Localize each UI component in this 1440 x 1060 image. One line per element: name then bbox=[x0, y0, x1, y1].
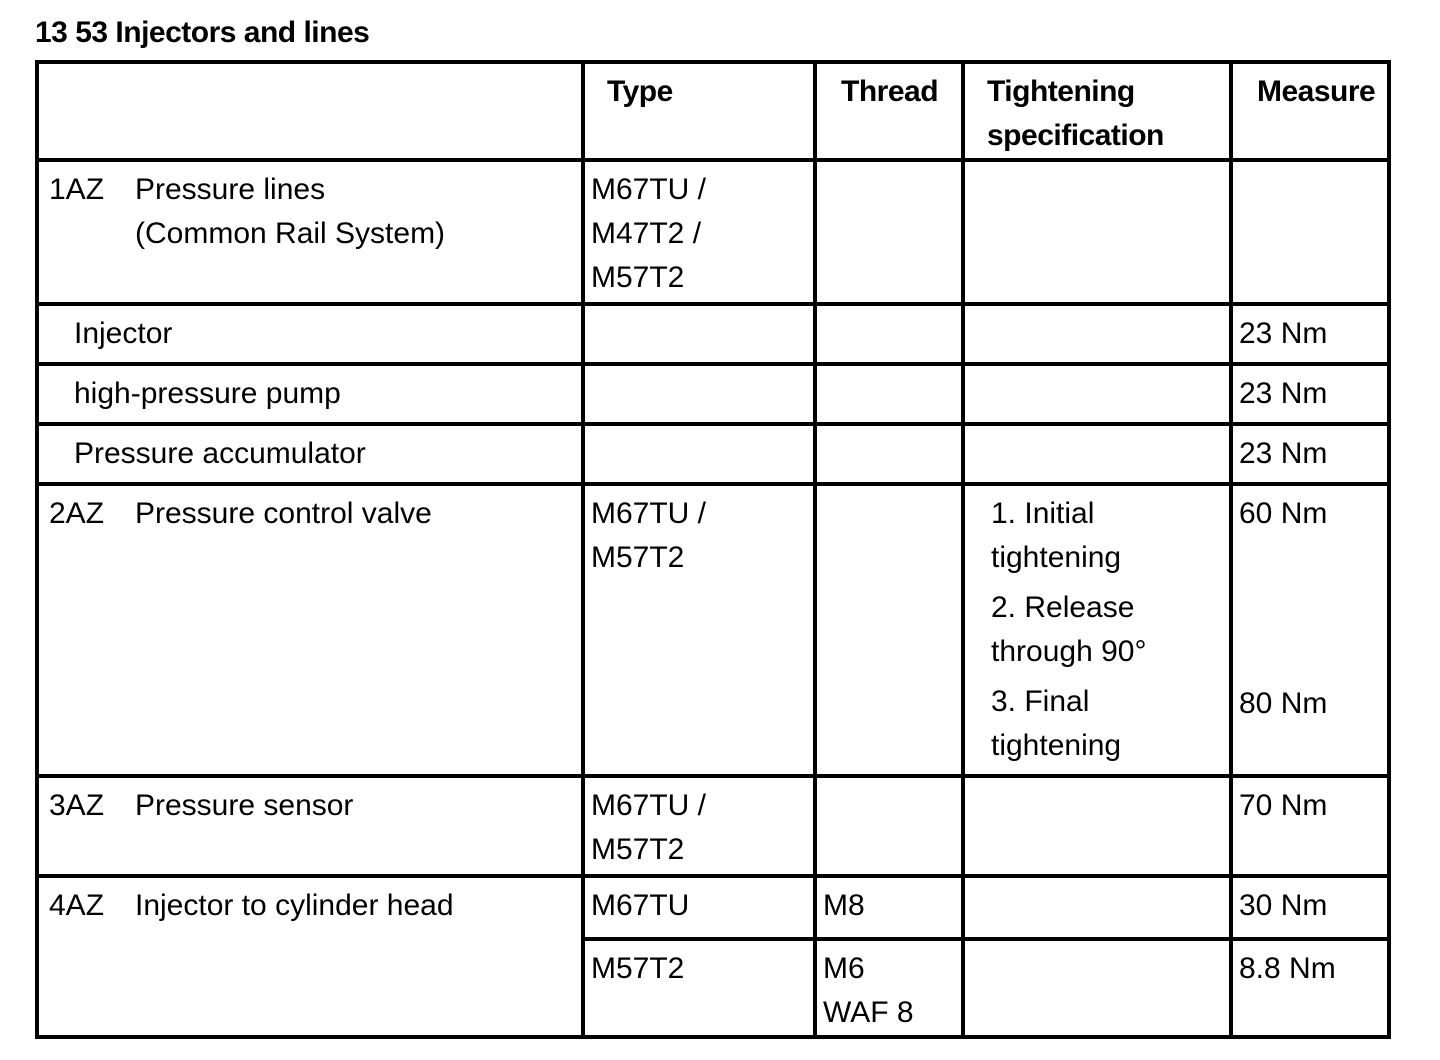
step-line1: 2. Release bbox=[991, 591, 1135, 624]
type-cell bbox=[583, 424, 815, 484]
description-cell bbox=[37, 424, 583, 484]
tightening-cell bbox=[963, 776, 1231, 876]
tightening-cell bbox=[963, 364, 1231, 424]
item-code: 4AZ bbox=[49, 889, 105, 922]
table-row bbox=[37, 776, 1389, 876]
measure-cell bbox=[1231, 160, 1389, 304]
table-row bbox=[37, 364, 1389, 424]
thread-cell bbox=[815, 304, 963, 364]
tightening-cell bbox=[963, 304, 1231, 364]
type-line1: M67TU / bbox=[591, 173, 707, 206]
measure-final: 80 Nm bbox=[1239, 687, 1328, 720]
type-cell: M57T2 bbox=[583, 939, 815, 1037]
item-description-line2: (Common Rail System) bbox=[135, 217, 446, 250]
measure-initial: 60 Nm bbox=[1239, 497, 1328, 530]
thread-cell bbox=[815, 484, 963, 776]
tightening-cell bbox=[963, 424, 1231, 484]
item-description-line1: Pressure lines bbox=[135, 173, 326, 206]
type-line1: M67TU / bbox=[591, 789, 707, 822]
description-cell bbox=[37, 876, 583, 1037]
description-cell bbox=[37, 364, 583, 424]
thread-cell bbox=[815, 160, 963, 304]
type-line3: M57T2 bbox=[591, 261, 685, 294]
item-description: Pressure sensor bbox=[135, 789, 354, 822]
type-cell bbox=[583, 160, 815, 304]
description-cell bbox=[37, 484, 583, 776]
step-line2: tightening bbox=[991, 541, 1122, 574]
header-type: Type bbox=[583, 62, 815, 160]
header-row bbox=[37, 62, 1389, 160]
table-row bbox=[37, 484, 1389, 776]
measure-cell: 23 Nm bbox=[1231, 304, 1389, 364]
table-row bbox=[37, 304, 1389, 364]
table-row bbox=[37, 160, 1389, 304]
step-line2: tightening bbox=[991, 729, 1122, 762]
measure-cell: 70 Nm bbox=[1231, 776, 1389, 876]
measure-cell bbox=[1231, 484, 1389, 776]
item-description: Injector bbox=[74, 317, 173, 350]
step-line1: 3. Final bbox=[991, 685, 1090, 718]
type-cell bbox=[583, 364, 815, 424]
header-thread: Thread bbox=[815, 62, 963, 160]
type-cell: M67TU bbox=[583, 876, 815, 939]
description-cell bbox=[37, 160, 583, 304]
tightening-step bbox=[991, 492, 1229, 580]
item-code: 3AZ bbox=[49, 789, 105, 822]
item-code: 2AZ bbox=[49, 497, 105, 530]
tightening-cell bbox=[963, 876, 1231, 939]
item-code: 1AZ bbox=[49, 173, 105, 206]
thread-cell bbox=[815, 424, 963, 484]
tightening-cell bbox=[963, 484, 1231, 776]
page-title: 13 53 Injectors and lines bbox=[35, 16, 370, 49]
thread-line1: M6 bbox=[823, 952, 865, 985]
measure-cell: 8.8 Nm bbox=[1231, 939, 1389, 1037]
item-description: Injector to cylinder head bbox=[135, 889, 454, 922]
header-description bbox=[37, 62, 583, 160]
measure-cell: 23 Nm bbox=[1231, 364, 1389, 424]
description-cell bbox=[37, 776, 583, 876]
type-line1: M67TU / bbox=[591, 497, 707, 530]
header-tightening-line1: Tightening bbox=[987, 75, 1135, 108]
tightening-cell bbox=[963, 939, 1231, 1037]
thread-line2: WAF 8 bbox=[823, 996, 914, 1029]
type-cell bbox=[583, 484, 815, 776]
measure-cell: 30 Nm bbox=[1231, 876, 1389, 939]
header-measure: Measure bbox=[1231, 62, 1389, 160]
tightening-cell bbox=[963, 160, 1231, 304]
type-cell bbox=[583, 776, 815, 876]
table-row bbox=[37, 424, 1389, 484]
table-row bbox=[37, 876, 1389, 939]
step-line2: through 90° bbox=[991, 635, 1147, 668]
measure-cell: 23 Nm bbox=[1231, 424, 1389, 484]
torque-spec-table bbox=[35, 60, 1391, 1039]
type-cell bbox=[583, 304, 815, 364]
type-line2: M47T2 / bbox=[591, 217, 702, 250]
tightening-step bbox=[991, 680, 1229, 768]
description-cell bbox=[37, 304, 583, 364]
thread-cell bbox=[815, 939, 963, 1037]
type-line2: M57T2 bbox=[591, 541, 685, 574]
item-description: Pressure accumulator bbox=[74, 437, 366, 470]
thread-cell bbox=[815, 364, 963, 424]
thread-cell bbox=[815, 776, 963, 876]
item-description: Pressure control valve bbox=[135, 497, 432, 530]
type-line2: M57T2 bbox=[591, 833, 685, 866]
header-tightening-line2: specification bbox=[987, 119, 1164, 152]
step-line1: 1. Initial bbox=[991, 497, 1095, 530]
tightening-step bbox=[991, 586, 1229, 674]
item-description: high-pressure pump bbox=[74, 377, 341, 410]
thread-cell: M8 bbox=[815, 876, 963, 939]
header-tightening bbox=[963, 62, 1231, 160]
